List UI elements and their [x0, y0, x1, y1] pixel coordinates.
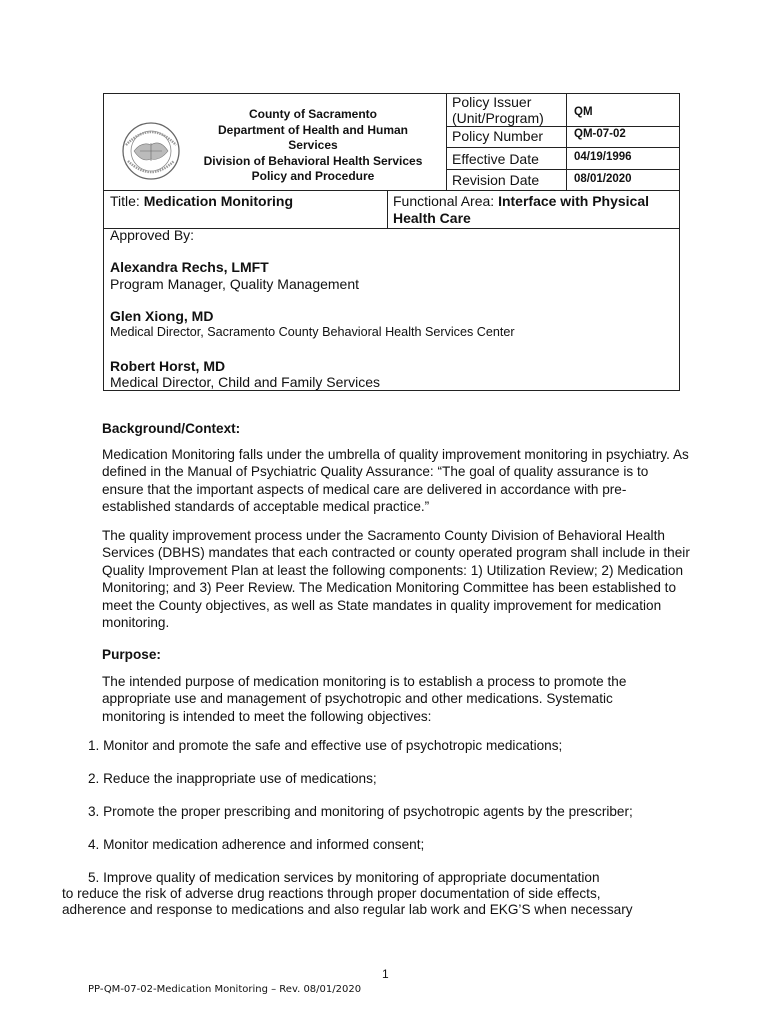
approved-by-label: Approved By:	[110, 227, 195, 243]
table-border-right	[679, 93, 680, 391]
department-name-cont: Services	[288, 138, 338, 152]
title-prefix: Title:	[110, 193, 144, 209]
background-paragraph-2: The quality improvement process under the Sacramento County Division of Behavioral Health Services (DBHS) mandates that each contracted or county operated program shall include in their Quality Improvement Plan at least the following components: 1) Utilization Review; 2) Medication Monitoring; and 3) Peer Review. The Medication Monitoring Committee has been established to meet the County objectives, as well as State mandates in quality improvement for medication monitoring.	[102, 528, 690, 631]
org-name: County of Sacramento	[248, 107, 377, 121]
objective-3: 3. Promote the proper prescribing and monitoring of psychotropic agents by the prescriber;	[88, 804, 633, 819]
header-divider-2	[566, 93, 567, 190]
table-border-left	[103, 93, 104, 391]
title-row-top	[103, 190, 680, 191]
header-divider-1	[446, 93, 447, 190]
page-number: 1	[382, 967, 389, 981]
effective-date-value: 04/19/1996	[574, 151, 632, 163]
objective-2: 2. Reduce the inappropriate use of medications;	[88, 771, 377, 786]
policy-issuer-label: Policy Issuer (Unit/Program)	[452, 94, 544, 126]
approver-role-2: Medical Director, Sacramento County Behavioral Health Services Center	[110, 325, 515, 339]
background-heading: Background/Context:	[102, 421, 241, 436]
org-header	[190, 107, 436, 185]
purpose-heading: Purpose:	[102, 647, 161, 662]
approver-name-2: Glen Xiong, MD	[110, 308, 214, 324]
functional-area-cell	[393, 193, 649, 227]
functional-area-value: Interface with Physical	[498, 193, 650, 209]
department-name: Department of Health and Human	[217, 122, 409, 137]
title-cell	[110, 193, 293, 209]
table-border-bottom	[103, 390, 680, 391]
row-line-3	[446, 169, 680, 170]
objective-5-line-1: 5. Improve quality of medication services by monitoring of appropriate documentation	[88, 870, 600, 885]
objective-5-line-2: to reduce the risk of adverse drug reactions through proper documentation of side effects,	[62, 886, 601, 901]
approver-name-1: Alexandra Rechs, LMFT	[110, 259, 269, 275]
county-seal-logo	[120, 121, 182, 181]
row-line-2	[446, 147, 680, 148]
objective-1: 1. Monitor and promote the safe and effective use of psychotropic medications;	[88, 738, 563, 753]
approver-role-3: Medical Director, Child and Family Services	[110, 374, 380, 390]
approver-role-1: Program Manager, Quality Management	[110, 276, 360, 292]
objective-5-line-3: adherence and response to medications and also regular lab work and EKG’S when necessary	[62, 902, 633, 917]
document-footer: PP-QM-07-02-Medication Monitoring – Rev. 08/01/2020	[88, 984, 362, 995]
division-name: Division of Behavioral Health Services	[203, 153, 423, 168]
revision-date-label: Revision Date	[452, 172, 540, 188]
policy-issuer-value: QM	[574, 106, 593, 118]
title-row-divider	[387, 190, 388, 228]
background-paragraph-1: Medication Monitoring falls under the umbrella of quality improvement monitoring in psychiatry. As defined in the Manual of Psychiatric Quality Assurance: “The goal of quality assurance is to ensure that the important aspects of medical care are delivered in accordance with pre-established standards of acceptable medical practice.”	[102, 447, 689, 515]
functional-area-value-cont: Health Care	[393, 210, 471, 226]
revision-date-value: 08/01/2020	[574, 173, 632, 185]
functional-area-prefix: Functional Area:	[393, 193, 499, 209]
policy-number-label: Policy Number	[452, 128, 544, 144]
policy-number-value: QM-07-02	[574, 128, 626, 140]
doc-type: Policy and Procedure	[251, 169, 375, 183]
effective-date-label: Effective Date	[452, 151, 539, 167]
purpose-paragraph: The intended purpose of medication monitoring is to establish a process to promote the appropriate use and management of psychotropic and other medications. Systematic monitoring is intended to meet the following objectives:	[102, 674, 627, 724]
row-line-1	[446, 126, 680, 127]
table-border-top	[103, 93, 680, 94]
document-title: Medication Monitoring	[143, 193, 294, 209]
objective-4: 4. Monitor medication adherence and informed consent;	[88, 837, 425, 852]
approver-name-3: Robert Horst, MD	[110, 358, 226, 374]
